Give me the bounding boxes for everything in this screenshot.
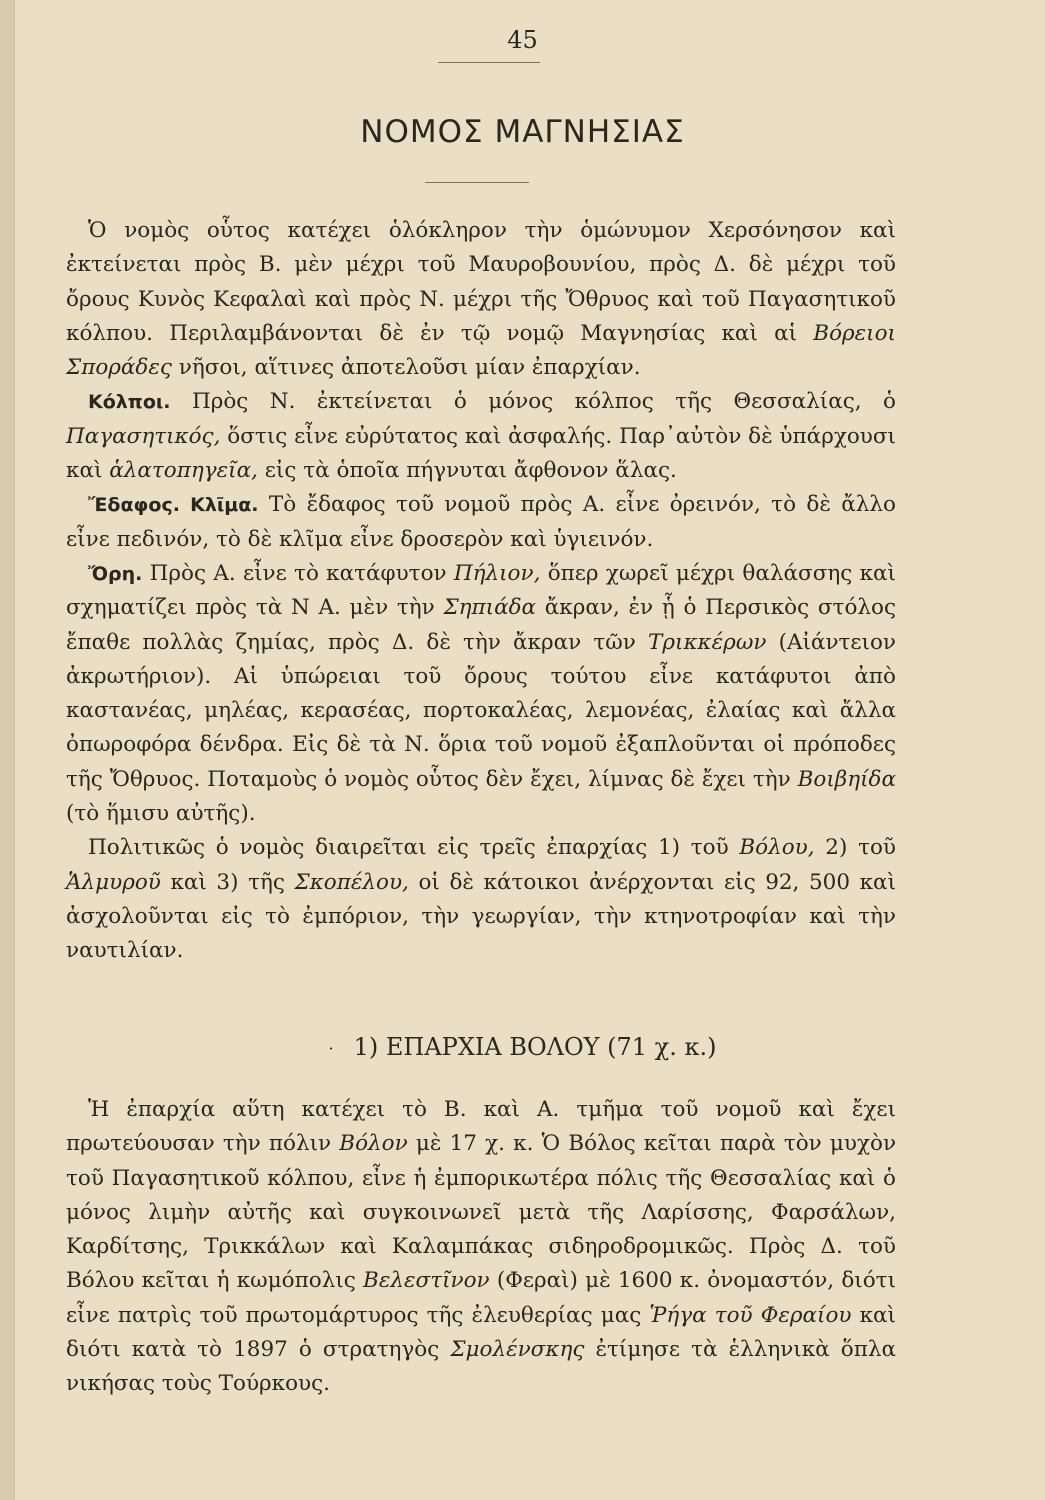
- edafos-heading: Ἔδαφος. Κλῖμα.: [88, 494, 259, 517]
- page-title: ΝΟΜΟΣ ΜΑΓΝΗΣΙΑΣ: [360, 114, 685, 150]
- kolpoi-paragraph: Κόλποι. Πρὸς Ν. ἐκτείνεται ὁ μόνος κόλπος τῆς Θεσσαλίας, ὁ Παγασητικός, ὅστις εἶνε εὐρύτατος καὶ ἀσφαλής. Παρ᾽αὐτὸν δὲ ὑπάρχουσι καὶ ἁλατοπηγεῖα, εἰς τὰ ὁποῖα πήγνυται ἄφθονον ἅλας.: [66, 389, 896, 484]
- page-number: 45: [507, 26, 538, 54]
- edafos-paragraph: Ἔδαφος. Κλῖμα. Τὸ ἔδαφος τοῦ νομοῦ πρὸς Α. εἶνε ὀρεινόν, τὸ δὲ ἄλλο εἶνε πεδινόν, τὸ δὲ κλῖμα εἶνε δροσερὸν καὶ ὑγιεινόν.: [66, 492, 896, 552]
- section-heading-text: 1) ΕΠΑΡΧΙΑ ΒΟΛΟΥ (71 χ. κ.): [353, 1033, 717, 1061]
- section-text-block: [66, 1093, 896, 1402]
- title-rule: [425, 182, 529, 183]
- section-heading: [0, 1033, 1045, 1061]
- section-bullet: ·: [328, 1039, 334, 1058]
- page-gutter: [0, 0, 15, 1500]
- politikos-paragraph: Πολιτικῶς ὁ νομὸς διαιρεῖται εἰς τρεῖς ἐπαρχίας 1) τοῦ Βόλου, 2) τοῦ Ἁλμυροῦ καὶ 3) τῆς Σκοπέλου, οἱ δὲ κάτοικοι ἀνέρχονται εἰς 92, 500 καὶ ἀσχολοῦνται εἰς τὸ ἐμπόριον, τὴν γεωργίαν, τὴν κτηνοτροφίαν καὶ τὴν ναυτιλίαν.: [66, 835, 896, 964]
- volos-paragraph: Ἡ ἐπαρχία αὕτη κατέχει τὸ Β. καὶ Α. τμῆμα τοῦ νομοῦ καὶ ἔχει πρωτεύουσαν τὴν πόλιν Βόλον μὲ 17 χ. κ. Ὁ Βόλος κεῖται παρὰ τὸν μυχὸν τοῦ Παγασητικοῦ κόλπου, εἶνε ἡ ἐμπορικωτέρα πόλις τῆς Θεσσαλίας καὶ ὁ μόνος λιμὴν αὐτῆς καὶ συγκοινωνεῖ μετὰ τῆς Λαρίσσης, Φαρσάλων, Καρδίτσης, Τρικκάλων καὶ Καλαμπάκας σιδηροδρομικῶς. Πρὸς Δ. τοῦ Βόλου κεῖται ἡ κωμόπολις Βελεστῖνον (Φεραὶ) μὲ 1600 κ. ὀνομαστόν, διότι εἶνε πατρὶς τοῦ πρωτομάρτυρος τῆς ἐλευθερίας μας Ῥήγα τοῦ Φεραίου καὶ διότι κατὰ τὸ 1897 ὁ στρατηγὸς Σμολένσκης ἐτίμησε τὰ ἑλληνικὰ ὅπλα νικήσας τοὺς Τούρκους.: [66, 1097, 897, 1397]
- ori-paragraph: Ὄρη. Πρὸς Α. εἶνε τὸ κατάφυτον Πήλιον, ὅπερ χωρεῖ μέχρι θαλάσσης καὶ σχηματίζει πρὸς τὰ Ν Α. μὲν τὴν Σηπιάδα ἄκραν, ἐν ᾗ ὁ Περσικὸς στόλος ἔπαθε πολλὰς ζημίας, πρὸς Δ. δὲ τὴν ἄκραν τῶν Τρικκέρων (Αἰάντειον ἀκρωτήριον). Αἱ ὑπώρειαι τοῦ ὄρους τούτου εἶνε κατάφυτοι ἀπὸ καστανέας, μηλέας, κερασέας, πορτοκαλέας, λεμονέας, ἐλαίας καὶ ἄλλα ὀπωροφόρα δένδρα. Εἰς δὲ τὰ Ν. ὅρια τοῦ νομοῦ ἐξαπλοῦνται οἱ πρόποδες τῆς Ὄθρυος. Ποταμοὺς ὁ νομὸς οὗτος δὲν ἔχει, λίμνας δὲ ἔχει τὴν Βοιβηίδα (τὸ ἥμισυ αὐτῆς).: [66, 560, 897, 827]
- ori-heading: Ὄρη.: [88, 562, 143, 585]
- kolpoi-heading: Κόλποι.: [88, 391, 171, 414]
- page-number-rule: [438, 62, 540, 63]
- intro-paragraph: Ὁ νομὸς οὗτος κατέχει ὁλόκληρον τὴν ὁμώνυμον Χερσόνησον καὶ ἐκτείνεται πρὸς Β. μὲν μέχρι τοῦ Μαυροβουνίου, πρὸς Δ. δὲ μέχρι τοῦ ὄρους Κυνὸς Κεφαλαὶ καὶ πρὸς Ν. μέχρι τῆς Ὄθρυος καὶ τοῦ Παγασητικοῦ κόλπου. Περιλαμβάνονται δὲ ἐν τῷ νομῷ Μαγνησίας καὶ αἱ Βόρειοι Σποράδες νῆσοι, αἵτινες ἀποτελοῦσι μίαν ἐπαρχίαν.: [66, 218, 896, 381]
- main-text-block: [66, 214, 896, 969]
